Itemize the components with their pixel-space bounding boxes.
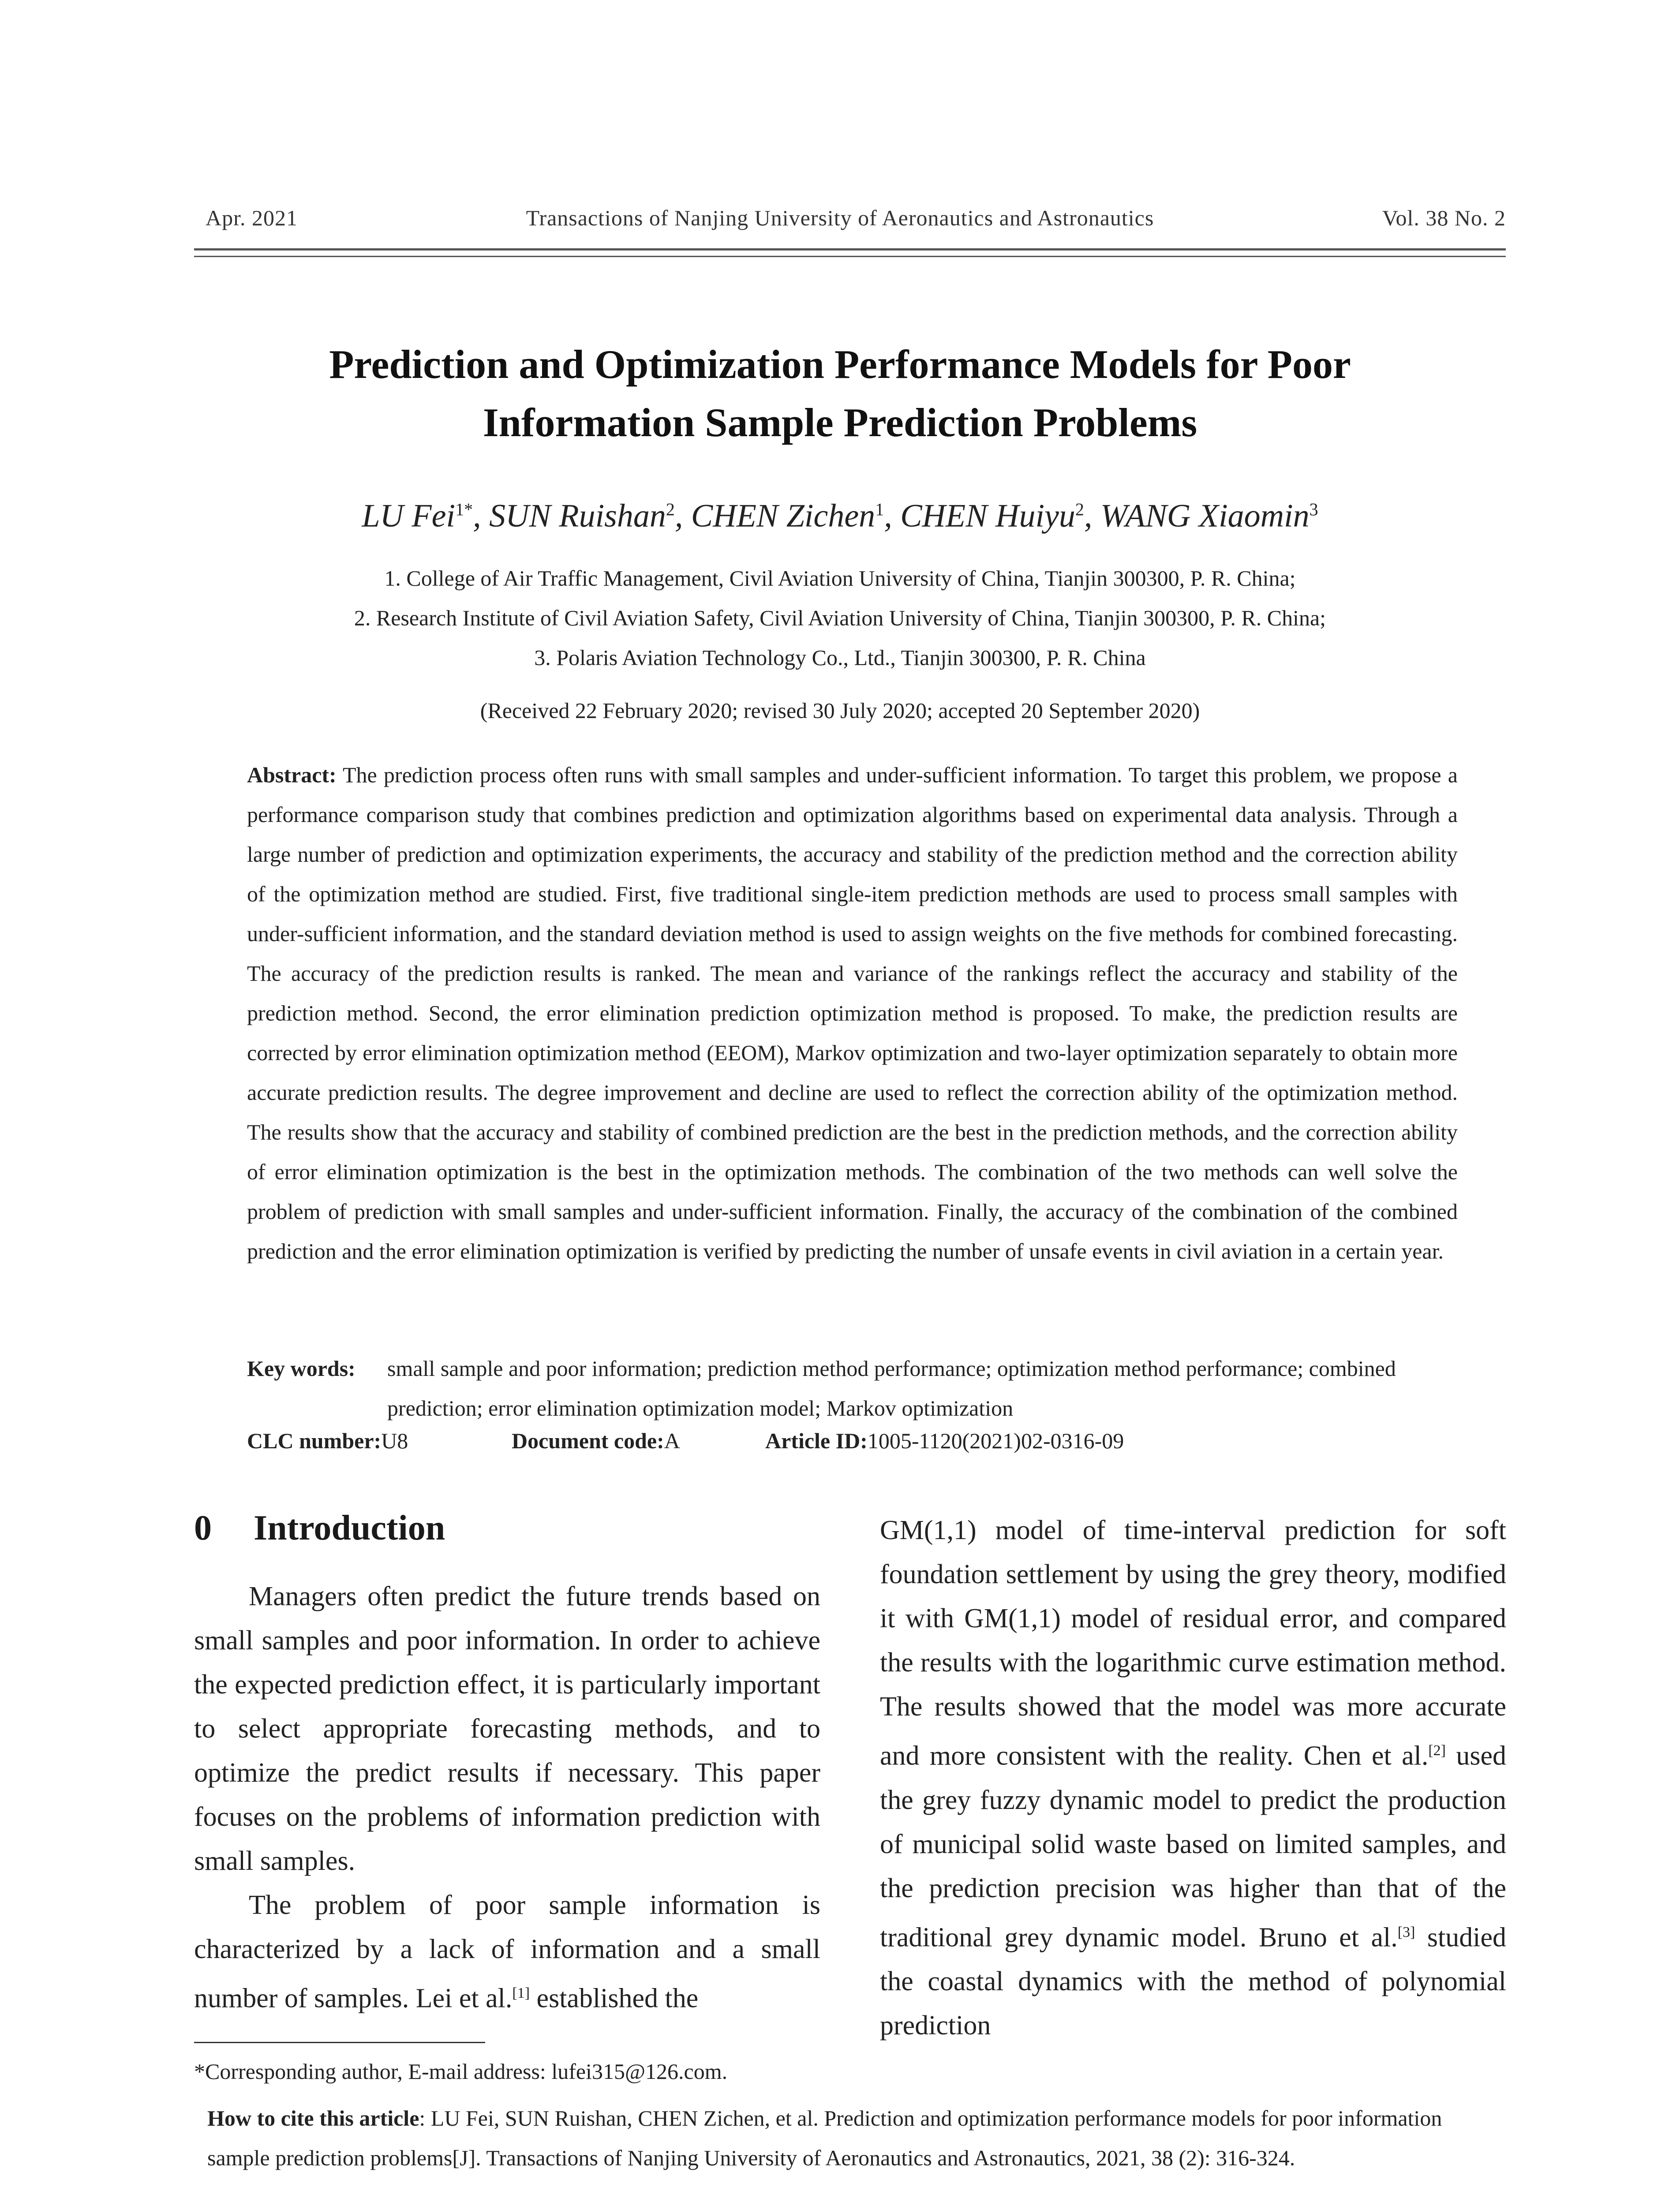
clc-value: U8 (381, 1428, 408, 1453)
document-code-value: A (664, 1428, 680, 1453)
abstract-text: The prediction process often runs with small samples and under-sufficient information. To target this problem, we propose a performance comparison study that combines prediction and optimization algorithms based on experimental data analysis. Through a large number of prediction and optimization experiments, the accuracy and stability of the prediction method and the correction ability of the optimization method are studied. First, five traditional single-item prediction methods are used to process small samples with under-sufficient information, and the standard deviation method is used to assign weights on the five methods for combined forecasting. The accuracy of the prediction results is ranked. The mean and variance of the rankings reflect the accuracy and stability of the prediction method. Second, the error elimination prediction optimization method is proposed. To make, the prediction results are corrected by error elimination optimization method (EEOM), Markov optimization and two-layer optimization separately to obtain more accurate prediction results. The degree improvement and decline are used to reflect the correction ability of the optimization method. The results show that the accuracy and stability of combined prediction are the best in the prediction methods, and the correction ability of error elimination optimization is the best in the optimization methods. The combination of the two methods can well solve the problem of prediction with small samples and under-sufficient information. Finally, the accuracy of the combination of the combined prediction and the error elimination optimization is verified by predicting the number of unsafe events in civil aviation in a certain year. (247, 762, 1458, 1263)
affiliation-3: 3. Polaris Aviation Technology Co., Ltd., Tianjin 300300, P. R. China (534, 645, 1146, 670)
classification-line (247, 1428, 1124, 1454)
paragraph-text: GM(1,1) model of time-interval prediction for soft foundation settlement by using the grey theory, modified it with GM(1,1) model of residual error, and compared the results with the logarithmic curve estimation method. The results showed that the model was more accurate and more consistent with the reality. Chen et al. (880, 1515, 1506, 1771)
journal-date: Apr. 2021 (206, 206, 298, 230)
section-title: Introduction (254, 1509, 445, 1547)
article-id-value: 1005-1120(2021)02-0316-09 (867, 1428, 1124, 1453)
paragraph-text: The problem of poor sample information is characterized by a lack of information and a small number of samples. Lei et al. (194, 1890, 820, 2014)
article-id-label: Article ID: (765, 1428, 868, 1453)
citation-note-label: How to cite this article (207, 2106, 419, 2130)
paragraph (880, 1508, 1506, 2048)
paragraph (194, 1883, 820, 2021)
paragraph-text: established the (530, 1983, 699, 2014)
paragraph-text: used the grey fuzzy dynamic model to predict the production of municipal solid waste based on limited samples, and the prediction precision was higher than that of the traditional grey dynamic model. Bruno et al. (880, 1741, 1506, 1953)
author-affiliation-mark: 1 (875, 499, 884, 519)
abstract-label: Abstract: (247, 762, 337, 787)
footnote-rule (194, 2042, 485, 2043)
corresponding-author-note: *Corresponding author, E-mail address: lufei315@126.com. (194, 2059, 728, 2084)
header-rule-thin (194, 256, 1506, 257)
clc-label: CLC number: (247, 1428, 382, 1453)
body-right-column (880, 1508, 1506, 2048)
author-name: CHEN Zichen (691, 498, 876, 534)
journal-volume: Vol. 38 No. 2 (1382, 206, 1506, 230)
journal-name: Transactions of Nanjing University of Aeronautics and Astronautics (526, 206, 1154, 230)
keywords-label: Key words: (247, 1356, 355, 1381)
citation-note-text: : LU Fei, SUN Ruishan, CHEN Zichen, et al. Prediction and optimization performance models for poor information sample prediction problems[J]. Transactions of Nanjing University of Aeronautics and Astronautics, 2021, 38 (2): 316-324. (207, 2106, 1442, 2170)
author-affiliation-mark: 2 (1075, 499, 1084, 519)
abstract (247, 755, 1458, 1271)
paragraph-text: studied the coastal dynamics with the method of polynomial prediction (880, 1922, 1506, 2041)
citation-ref[interactable]: [1] (512, 1985, 530, 2001)
paper-title-line-2: Information Sample Prediction Problems (483, 400, 1197, 445)
author-affiliation-mark: 1* (455, 499, 473, 519)
author-name: CHEN Huiyu (900, 498, 1075, 534)
citation-ref[interactable]: [2] (1428, 1742, 1446, 1759)
author-affiliation-mark: 3 (1309, 499, 1318, 519)
author-list: LU Fei$^{1*}$, SUN Ruishan$^2$, CHEN Zichen$^1$, CHEN Huiyu$^2$, WANG Xiaomin$^3$ (362, 498, 1318, 534)
citation-ref[interactable]: [3] (1397, 1924, 1415, 1940)
paper-title-line-1: Prediction and Optimization Performance Models for Poor (329, 342, 1351, 387)
author-name: LU Fei (362, 498, 456, 534)
keywords-text: small sample and poor information; prediction method performance; optimization method performance; combined prediction; error elimination optimization model; Markov optimization (387, 1356, 1396, 1420)
body-left-column (194, 1574, 820, 2021)
received-dates: (Received 22 February 2020; revised 30 July 2020; accepted 20 September 2020) (480, 698, 1200, 723)
paragraph: Managers often predict the future trends based on small samples and poor information. In order to achieve the expected prediction effect, it is particularly important to select appropriate forecasting methods, and to optimize the predict results if necessary. This paper focuses on the problems of information prediction with small samples. (194, 1581, 820, 1876)
author-affiliation-mark: 2 (666, 499, 675, 519)
paper-title (176, 335, 1504, 452)
document-code-label: Document code: (512, 1428, 664, 1453)
author-name: WANG Xiaomin (1100, 498, 1310, 534)
affiliation-1: 1. College of Air Traffic Management, Civil Aviation University of China, Tianjin 300300, P. R. China; (384, 566, 1296, 590)
affiliation-2: 2. Research Institute of Civil Aviation Safety, Civil Aviation University of China, Tianjin 300300, P. R. China; (354, 605, 1326, 630)
citation-note (207, 2098, 1506, 2178)
section-number: 0 (194, 1509, 212, 1547)
header-rule-thick (194, 248, 1506, 250)
author-name: SUN Ruishan (489, 498, 666, 534)
